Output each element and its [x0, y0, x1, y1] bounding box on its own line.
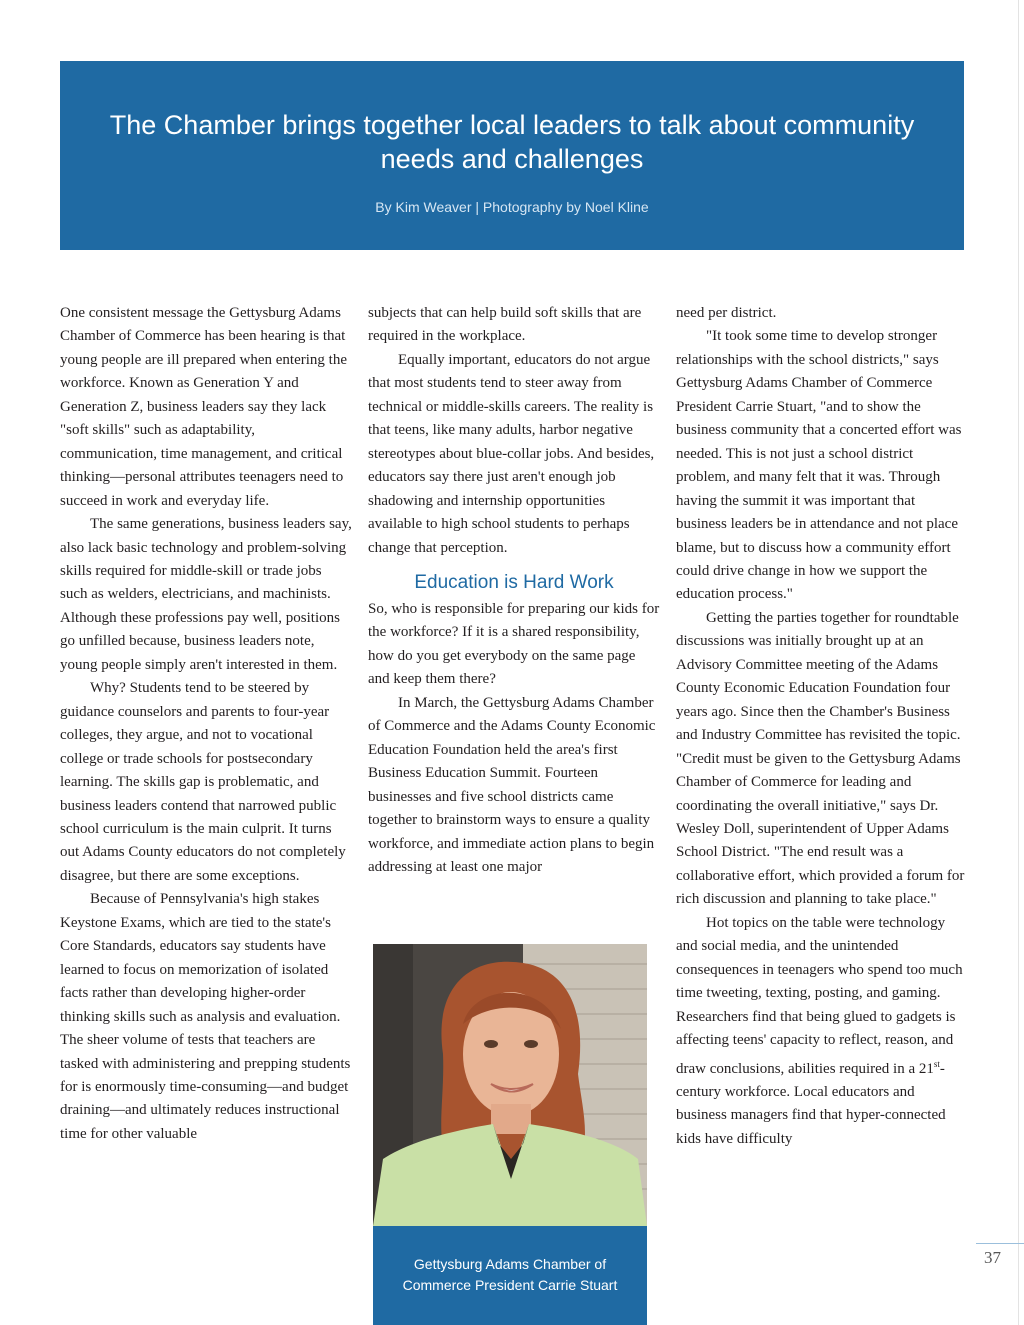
column-1 — [60, 302, 352, 1146]
page-number-rule — [976, 1243, 1024, 1244]
article-byline: By Kim Weaver | Photography by Noel Kline — [375, 199, 649, 215]
photo-caption: Gettysburg Adams Chamber of Commerce President Carrie Stuart — [373, 1226, 647, 1325]
paragraph: In March, the Gettysburg Adams Chamber of Commerce and the Adams County Economic Education Foundation held the area's first Business Education Summit. Fourteen businesses and five school districts came together to brainstorm ways to ensure a quality workforce, and immediate action plans to begin addressing at least one major — [368, 694, 656, 875]
page-edge — [1018, 0, 1019, 1325]
paragraph: need per district. — [676, 305, 777, 321]
section-subhead: Education is Hard Work — [414, 571, 614, 593]
paragraph-text: Hot topics on the table were technology and social media, and the unintended consequences in teenagers who spend too much time tweeting, texting, posting, and gaming. Researchers find that being glued to gadgets is affecting teens' capacity to reflect, reason, and draw conclusions, abilities required in a 21 — [676, 914, 963, 1077]
paragraph: Equally important, educators do not argue that most students tend to steer away from technical or middle-skills careers. The reality is that teens, like many adults, harbor negative stereotypes about blue-collar jobs. And besides, educators say there just aren't enough job shadowing and internship opportunities available to high school students to perhaps change that perception. — [368, 351, 655, 556]
paragraph: The same generations, business leaders say, also lack basic technology and problem-solving skills required for middle-skill or trade jobs such as welders, electricians, and machinists. Although these professions pay well, positions go unfilled because, business leaders note, young people simply aren't interested in them. — [60, 516, 352, 673]
portrait-photo-illustration — [373, 944, 647, 1226]
paragraph: subjects that can help build soft skills that are required in the workplace. — [368, 305, 642, 345]
column-2 — [368, 302, 660, 879]
paragraph: One consistent message the Gettysburg Adams Chamber of Commerce has been hearing is that young people are ill prepared when entering the workforce. Known as Generation Y and Generation Z, business leaders say they lack "soft skills" such as adaptability, communication, time management, and critical thinking—personal attributes teenagers need to succeed in work and everyday life. — [60, 305, 347, 509]
article-header — [60, 61, 964, 250]
page-number: 37 — [984, 1248, 1001, 1267]
paragraph — [676, 912, 968, 1152]
paragraph: Getting the parties together for roundtable discussions was initially brought up at an Advisory Committee meeting of the Adams County Economic Education Foundation four years ago. Since then the Chamber's Business and Industry Committee has revisited the topic. "Credit must be given to the Gettysburg Adams Chamber of Commerce for leading and coordinating the overall initiative," says Dr. Wesley Doll, superintendent of Upper Adams School District. "The end result was a collaborative effort, which provided a forum for rich discussion and planning to take place." — [676, 609, 965, 908]
superscript: st — [933, 1058, 940, 1069]
paragraph: "It took some time to develop stronger relationships with the school districts," says Gettysburg Adams Chamber of Commerce President Carrie Stuart, "and to show the business community that a concerted effort was needed. This is not just a school district problem, and many felt that it was. Through having the summit it was important that business leaders be in attendance and not place blame, but to discuss how a community effort could drive change in how we support the education process." — [676, 328, 962, 603]
column-3 — [676, 302, 968, 1151]
paragraph: Why? Students tend to be steered by guidance counselors and parents to four-year colleges, they argue, and not to vocational college or trade schools for postsecondary learning. The skills gap is problematic, and business leaders contend that narrowed public school curriculum is the main culprit. It turns out Adams County educators do not completely disagree, but there are some exceptions. — [60, 680, 346, 884]
paragraph: So, who is responsible for preparing our kids for the workforce? If it is a shared responsibility, how do you get everybody on the same page and keep them there? — [368, 600, 660, 688]
portrait-photo — [373, 944, 647, 1226]
paragraph-text: -century workforce. Local educators and business managers find that hyper-connected kids have difficulty — [676, 1060, 946, 1147]
paragraph: Because of Pennsylvania's high stakes Keystone Exams, which are tied to the state's Core Standards, educators say students have learned to focus on memorization of isolated facts rather than developing higher-order thinking skills such as analysis and evaluation. The sheer volume of tests that teachers are tasked with administering and prepping students for is enormously time-consuming—and budget draining—and ultimately reduces instructional time for other valuable — [60, 891, 351, 1142]
article-title: The Chamber brings together local leaders to talk about community needs and challenges — [109, 110, 915, 174]
